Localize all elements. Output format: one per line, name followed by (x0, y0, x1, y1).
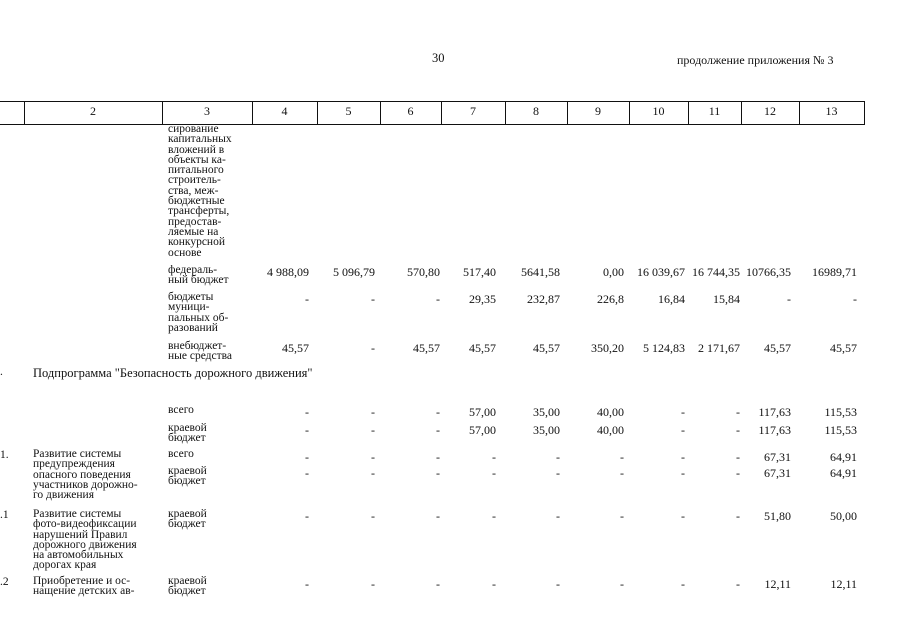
value-cell: - (853, 292, 857, 306)
row-description: Развитие системы предупреждения опасного поведения участников дорожно- го движения (33, 448, 138, 502)
value-cell: 45,57 (830, 341, 857, 355)
funding-source: бюджеты муници- пальных об- разований (168, 291, 229, 334)
header-cell: 11 (708, 104, 721, 118)
value-cell: 40,00 (597, 423, 624, 437)
value-cell: - (556, 466, 560, 480)
value-cell: - (436, 292, 440, 306)
value-cell: 232,87 (527, 292, 560, 306)
value-cell: 115,53 (824, 423, 857, 437)
value-cell: - (736, 405, 740, 419)
value-cell: 117,63 (758, 423, 791, 437)
row-description: Развитие системы фото-видеофиксации нарушений Правил дорожного движения на автомобильных дорогах края (33, 508, 137, 572)
funding-source: всего (168, 448, 194, 460)
header-cell: 5 (345, 104, 352, 118)
value-cell: 29,35 (469, 292, 496, 306)
value-cell: - (556, 450, 560, 464)
value-cell: 16 744,35 (692, 265, 740, 279)
value-cell: 40,00 (597, 405, 624, 419)
header-cell: 9 (595, 104, 601, 118)
header-cell: 4 (281, 104, 288, 118)
value-cell: 350,20 (591, 341, 624, 355)
funding-source: краевой бюджет (168, 508, 207, 531)
value-cell: - (736, 509, 740, 523)
header-cell: 7 (470, 104, 476, 118)
value-cell: 16 039,67 (637, 265, 685, 279)
value-cell: 45,57 (469, 341, 496, 355)
column-divider (864, 101, 865, 124)
value-cell: 15,84 (713, 292, 740, 306)
value-cell: 45,57 (533, 341, 560, 355)
value-cell: 517,40 (463, 265, 496, 279)
value-cell: 51,80 (764, 509, 791, 523)
value-cell: - (556, 509, 560, 523)
value-cell: 4 988,09 (267, 265, 309, 279)
value-cell: - (492, 509, 496, 523)
value-cell: - (436, 466, 440, 480)
value-cell: - (436, 405, 440, 419)
value-cell: - (736, 577, 740, 591)
page-number: 30 (432, 51, 445, 65)
value-cell: 16,84 (658, 292, 685, 306)
value-cell: 5 124,83 (643, 341, 685, 355)
value-cell: 45,57 (764, 341, 791, 355)
value-cell: - (371, 577, 375, 591)
value-cell: - (681, 509, 685, 523)
value-cell: - (436, 450, 440, 464)
value-cell: 2 171,67 (698, 341, 740, 355)
value-cell: - (681, 577, 685, 591)
value-cell: - (305, 509, 309, 523)
value-cell: - (436, 423, 440, 437)
value-cell: 12,11 (764, 577, 791, 591)
header-cell: 6 (407, 104, 414, 118)
value-cell: 5 096,79 (333, 265, 375, 279)
value-cell: - (305, 450, 309, 464)
value-cell: - (492, 577, 496, 591)
value-cell: 45,57 (282, 341, 309, 355)
value-cell: - (681, 466, 685, 480)
value-cell: - (492, 466, 496, 480)
value-cell: - (681, 423, 685, 437)
header-cell: 12 (764, 104, 776, 118)
header-cell: 3 (204, 104, 210, 118)
header-cell: 10 (652, 104, 665, 118)
value-cell: - (371, 509, 375, 523)
subprogram-title: Подпрограмма "Безопасность дорожного движения" (33, 366, 313, 380)
value-cell: 57,00 (469, 405, 496, 419)
value-cell: - (620, 577, 624, 591)
value-cell: - (620, 450, 624, 464)
value-cell: - (681, 450, 685, 464)
value-cell: 5641,58 (521, 265, 560, 279)
funding-source: всего (168, 404, 194, 416)
value-cell: - (681, 405, 685, 419)
row-number: 1. (0, 449, 9, 461)
value-cell: - (305, 292, 309, 306)
value-cell: 115,53 (824, 405, 857, 419)
funding-source: краевой бюджет (168, 422, 207, 445)
value-cell: 57,00 (469, 423, 496, 437)
value-cell: - (371, 450, 375, 464)
header-cell: 13 (825, 104, 838, 118)
value-cell: - (305, 466, 309, 480)
value-cell: - (556, 577, 560, 591)
value-cell: 35,00 (533, 423, 560, 437)
value-cell: - (492, 450, 496, 464)
continuation-note: продолжение приложения № 3 (677, 53, 834, 67)
value-cell: - (736, 423, 740, 437)
subprogram-marker: . (0, 366, 3, 378)
value-cell: - (620, 509, 624, 523)
funding-source: федераль- ный бюджет (168, 264, 229, 287)
value-cell: 67,31 (764, 466, 791, 480)
value-cell: 67,31 (764, 450, 791, 464)
value-cell: 16989,71 (812, 265, 857, 279)
value-cell: 10766,35 (746, 265, 791, 279)
value-cell: - (371, 292, 375, 306)
value-cell: - (436, 509, 440, 523)
value-cell: - (305, 423, 309, 437)
row-description: Приобретение и ос- нащение детских ав- (33, 575, 135, 598)
row-number: .1 (0, 509, 9, 521)
header-cell: 2 (90, 104, 96, 118)
value-cell: - (371, 466, 375, 480)
value-cell: 35,00 (533, 405, 560, 419)
top-fragment: сирование капитальных вложений в объекты ка- питального строитель- ства, меж- бюджетные трансферты, предостав- ляемые на конкурсной основе (168, 123, 232, 259)
value-cell: - (436, 577, 440, 591)
value-cell: - (371, 423, 375, 437)
value-cell: - (736, 450, 740, 464)
value-cell: 12,11 (830, 577, 857, 591)
value-cell: - (305, 405, 309, 419)
value-cell: - (620, 466, 624, 480)
value-cell: 64,91 (830, 450, 857, 464)
value-cell: 0,00 (603, 265, 624, 279)
value-cell: - (371, 341, 375, 355)
funding-source: внебюджет- ные средства (168, 340, 233, 363)
value-cell: 45,57 (413, 341, 440, 355)
value-cell: 570,80 (407, 265, 440, 279)
value-cell: - (736, 466, 740, 480)
value-cell: 64,91 (830, 466, 857, 480)
value-cell: 50,00 (830, 509, 857, 523)
value-cell: - (371, 405, 375, 419)
value-cell: - (305, 577, 309, 591)
value-cell: 117,63 (758, 405, 791, 419)
row-number: .2 (0, 576, 9, 588)
value-cell: - (787, 292, 791, 306)
funding-source: краевой бюджет (168, 575, 207, 598)
value-cell: 226,8 (597, 292, 624, 306)
funding-source: краевой бюджет (168, 465, 207, 488)
header-cell: 8 (533, 104, 539, 118)
